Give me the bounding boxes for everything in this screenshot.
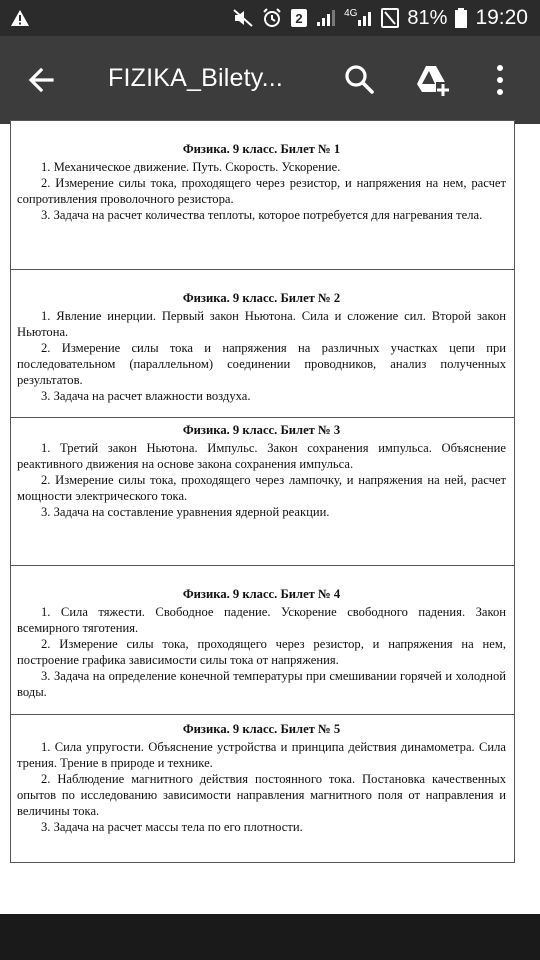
more-vert-icon [490, 60, 510, 100]
ticket-1 [10, 120, 515, 269]
ticket-title: Физика. 9 класс. Билет № 2 [182, 291, 341, 305]
system-navigation-bar [0, 914, 540, 960]
ticket-item: 2. Наблюдение магнитного действия постоянного тока. Постановка качественных опытов по исследованию зависимости направления магнитного поля от направления и величины тока. [17, 772, 506, 818]
mute-icon [232, 8, 254, 28]
ticket-title: Физика. 9 класс. Билет № 5 [182, 722, 341, 736]
no-signal-sim-icon [381, 8, 399, 28]
ticket-3 [10, 417, 515, 565]
alarm-icon [262, 8, 282, 28]
status-bar [0, 0, 540, 36]
svg-text:2: 2 [295, 11, 303, 26]
add-to-drive-button[interactable] [414, 62, 450, 98]
ticket-2 [10, 269, 515, 417]
ticket-item: 3. Задача на расчет влажности воздуха. [41, 389, 251, 403]
signal-icon [316, 9, 336, 27]
document-title: FIZIKA_Bilety... [108, 64, 284, 92]
ticket-title: Физика. 9 класс. Билет № 1 [182, 142, 341, 156]
app-bar [0, 36, 540, 124]
back-button[interactable] [24, 62, 60, 98]
more-options-button[interactable] [490, 60, 510, 100]
ticket-item: 1. Третий закон Ньютона. Импульс. Закон сохранения импульса. Объяснение реактивного движения на основе закона сохранения импульса. [17, 441, 506, 471]
clock: 19:20 [475, 6, 528, 29]
ticket-item: 1. Механическое движение. Путь. Скорость. Ускорение. [41, 160, 341, 174]
network-type-icon: 4G [344, 9, 373, 27]
ticket-5 [10, 714, 515, 863]
ticket-item: 2. Измерение силы тока, проходящего через резистор, и напряжения на нем, построение графика зависимости силы тока от напряжения. [17, 637, 506, 667]
ticket-item: 3. Задача на определение конечной температуры при смешивании горячей и холодной воды. [17, 669, 506, 699]
ticket-title: Физика. 9 класс. Билет № 3 [182, 423, 341, 437]
search-button[interactable] [342, 62, 376, 96]
battery-percent: 81% [407, 6, 448, 29]
ticket-item: 2. Измерение силы тока и напряжения на различных участках цепи при последовательном (параллельном) соединении проводников, анализ полученных результатов. [17, 341, 506, 387]
ticket-title: Физика. 9 класс. Билет № 4 [182, 587, 341, 601]
drive-add-icon [414, 62, 450, 98]
ticket-item: 2. Измерение силы тока, проходящего через лампочку, и напряжения на ней, расчет мощности электрического тока. [17, 473, 506, 503]
warning-icon [10, 9, 30, 32]
ticket-item: 1. Явление инерции. Первый закон Ньютона. Сила и сложение сил. Второй закон Ньютона. [17, 309, 506, 339]
back-arrow-icon [24, 62, 60, 98]
sim-icon [290, 8, 308, 28]
ticket-item: 1. Сила тяжести. Свободное падение. Ускорение свободного падения. Закон всемирного тяготения. [17, 605, 506, 635]
ticket-item: 3. Задача на составление уравнения ядерной реакции. [41, 505, 330, 519]
search-icon [342, 62, 376, 96]
battery-icon [455, 8, 467, 28]
ticket-item: 1. Сила упругости. Объяснение устройства и принципа действия динамометра. Сила трения. Трение в природе и технике. [17, 740, 506, 770]
ticket-item: 2. Измерение силы тока, проходящего через резистор, и напряжения на нем, расчет сопротивления проволочного резистора. [17, 176, 506, 206]
ticket-item: 3. Задача на расчет количества теплоты, которое потребуется для нагревания тела. [41, 208, 483, 222]
ticket-item: 3. Задача на расчет массы тела по его плотности. [41, 820, 303, 834]
ticket-4 [10, 565, 515, 714]
